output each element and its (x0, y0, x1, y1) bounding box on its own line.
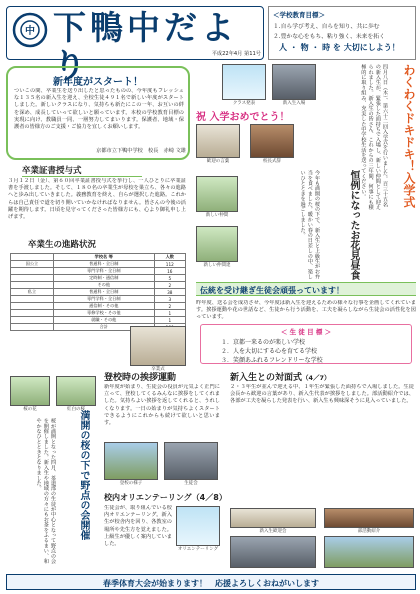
goals-heading: ＜学校教育目標＞ (273, 11, 325, 19)
graduation-heading: 卒業証書授与式 (22, 164, 142, 177)
career-table-header (11, 254, 186, 261)
welcome-body: ２・３年生が並んで迎える中、１年生が緊張した面持ちで入場しました。生徒会長から歓迎の言葉があり、新入生代表が挨拶をしました。部活動紹介では、各部が工夫を凝らした発表を行い、新入生も興味深そうに見入っていました。 (230, 384, 414, 405)
table-row: 就職・その他 1 (11, 317, 186, 324)
orienteering-date: （4／8） (191, 493, 227, 502)
welcome-title: 新入生との対面式 (230, 373, 303, 383)
orienteering-heading (104, 492, 227, 503)
career-heading: 卒業生の進路状況 (28, 240, 97, 250)
svg-text:中: 中 (25, 26, 35, 37)
table-row: 私立 普通科・全日制 38 (11, 289, 186, 296)
graduation-body: ３月１２日（金）、第６０回卒業証書授与式を挙行し、一人ひとりに卒業証書を手渡しました。そして、１８０名の卒業生が母校を巣立ち、各々の進路へと歩み出していきました。義務教育を終え、自らが選択した進路。これからは自己責任で道を切り開いていかなければなりません。皆さんの今後の活躍を期待します。日頃を見守ってくださった皆様方にも、心より御礼申し上げます。 (8, 178, 186, 221)
photo-welcome-speech (196, 124, 240, 158)
sakura-body: 桜が満開となった四月、茶道部の生徒が中心となって野点の会を開催しました。新入生や地域の方々にもお茶をふるまい、和やかなひとときとなりました。 (35, 418, 56, 564)
school-emblem (12, 12, 48, 48)
student-goals-heading: ＜ 生 徒 目 標 ＞ (280, 328, 332, 336)
table-row: 専修学校・その他 1 (11, 310, 186, 317)
caption-new-friends-2: 新しい仲間達 (203, 263, 231, 268)
caption-new-students-entering: 新入生入場 (282, 101, 306, 106)
table-row: 定時制・通信制 5 (11, 275, 186, 282)
caption-welcome-event: 新入生歓迎会 (259, 529, 287, 534)
caption-orienteering: オリエンテーリング (177, 547, 219, 552)
student-goal-2: ２．人を大切にする心を育てる学校 (221, 348, 318, 355)
council-body: 昨年度、送る会を成功させ、今年度は新入生を迎えるための様々な行事を企画してくれています。挨拶運動や花の世話など、生徒から行う活動を、工夫を凝らしながら生徒会の活性化を図っています。 (196, 300, 416, 321)
greeting-heading: 登校時の挨拶運動 (104, 373, 177, 383)
welcome-heading (230, 370, 331, 383)
photo-principal-speech (250, 124, 294, 158)
table-row: 国公立 普通科・全日制 112 (11, 261, 186, 268)
student-goal-1: １．京都一来るのが楽しい学校 (221, 339, 306, 346)
hanami-body: 今年も満開の桜の下で、新入生と上級生がお弁当を食べました。暖かい春の日差しの中、楽しいひとときを過ごしました。 (299, 170, 320, 280)
caption-student-council: 生徒会 (184, 481, 198, 486)
photo-graduation (130, 326, 186, 366)
photo-club-intro-2 (324, 536, 414, 568)
goal-line-3: 人 ・ 物 ・ 時 を 大切にしよう！ (279, 43, 400, 52)
issue-info: 平成22年4月 第11号 (211, 51, 261, 57)
goal-line-1: １.自ら学び考え、自らを知り、共に歩む (273, 24, 380, 30)
goal-line-2: ２.豊かな心をもち、粘り強く、未来を拓く (273, 34, 385, 40)
photo-greeting (104, 442, 158, 480)
photo-welcome-event-2 (230, 536, 316, 568)
hanami-heading: 恒例になったお花見昼食 (348, 170, 359, 280)
council-banner (196, 282, 416, 296)
table-row: 合計 (11, 324, 186, 331)
photo-welcome-event (230, 508, 316, 528)
footer-text: 春季体育大会が始まります！ 応援よろしくおねがいします (103, 579, 319, 588)
emblem-icon (12, 12, 48, 48)
career-col-group (11, 254, 54, 261)
photo-student-council (164, 442, 218, 480)
career-table (10, 253, 186, 331)
footer-bar (6, 574, 416, 590)
orienteering-title: 校内オリエンテーリング (104, 493, 192, 502)
entrance-body: 四月八日（木）、第六十二回入学式を行いました。百三十五名の新入生が、緊張した面持ちで入場し、新しい仲間として迎えられました。新入生の皆さん、これからの三年間、何事にも積極的に取り組み、充実した中学校生活を送ってください。 (360, 64, 388, 210)
caption-graduation: 卒業式 (151, 367, 165, 372)
caption-red-white-cherry: 紅白の桜 (67, 407, 85, 412)
welcome-date: （4／7） (302, 374, 331, 382)
caption-new-friends: 新しい仲間 (205, 213, 229, 218)
table-row: 通信制・その他 2 (11, 303, 186, 310)
entrance-lead: 祝 入学おめでとう！ (196, 112, 290, 123)
table-row: 専門学科・全日制 16 (11, 268, 186, 275)
career-col-name: 学校名 等 (53, 254, 154, 261)
photo-new-friends (196, 176, 238, 212)
photo-new-friends-2 (196, 226, 238, 262)
photo-cherry-blossom (10, 376, 50, 406)
caption-cherry-blossom: 桜の花 (23, 407, 37, 412)
newyear-section (6, 66, 190, 160)
table-row: 専門学科・全日制 3 (11, 296, 186, 303)
table-row: その他 2 (11, 282, 186, 289)
newyear-body: ついこの間、卒業生を送り出したと思ったものの、今年度もフレッシュな１３５名の新入生を迎え、全校生徒４９１名で新しい年度がスタートしました。新しいクラスになり、気持ちも新たにこの一年、お互いの絆を深め、成長していって欲しいと願っています。本校の学校教育目標の実現に向け、教職員一同、一層努力してまいります。保護者、地域・保護者の皆様方のご支援・ご協力を宜しくお願いします。 (14, 88, 184, 131)
principal-signature: 京都市立下鴨中学校 校長 赤崎 文雄 (96, 148, 186, 154)
caption-club-intro: 部活動紹介 (357, 529, 381, 534)
caption-greeting: 登校の様子 (119, 481, 143, 486)
entrance-heading: わくわくドキドキ！入学式 (402, 64, 416, 208)
caption-class-announcement: クラス発表 (232, 101, 256, 106)
caption-principal-speech: 校長式辞 (263, 159, 281, 164)
photo-new-students-entering (272, 64, 316, 100)
greeting-body: 新年度が始まり、生徒会の役員が元気よく正門に立って、登校してくるみんなに挨拶をしてくれました。気持ちよい挨拶を返してくれると、うれしくなります。一日の始まりが気持ちよくスタートできるようにこれからも続けて欲しいと思います。 (104, 384, 220, 427)
newsletter-title: 下鴨中だより (53, 8, 238, 85)
council-heading: 伝統を受け継ぎ生徒会頑張っています！ (200, 286, 344, 295)
photo-class-announcement (222, 64, 266, 100)
orienteering-body: 生徒会が、取り組んでいる校内オリエンテーリング。新入生が校舎内を回り、各教室の場所や先生方を覚えました。上級生が優しく案内していました。 (104, 505, 172, 548)
photo-orienteering (176, 506, 220, 546)
sakura-heading: 満開の桜の下で野点の会開催 (78, 410, 89, 540)
newyear-heading: 新年度がスタート！ (53, 77, 143, 88)
photo-club-intro (324, 508, 414, 528)
education-goals (268, 6, 416, 60)
student-goals (200, 324, 412, 364)
caption-welcome-speech: 歓迎の言葉 (206, 159, 230, 164)
career-col-count: 人数 (154, 254, 185, 261)
photo-red-white-cherry (56, 376, 96, 406)
student-goal-3: ３．笑顔あふれるフレンドリーな学校 (221, 357, 323, 364)
